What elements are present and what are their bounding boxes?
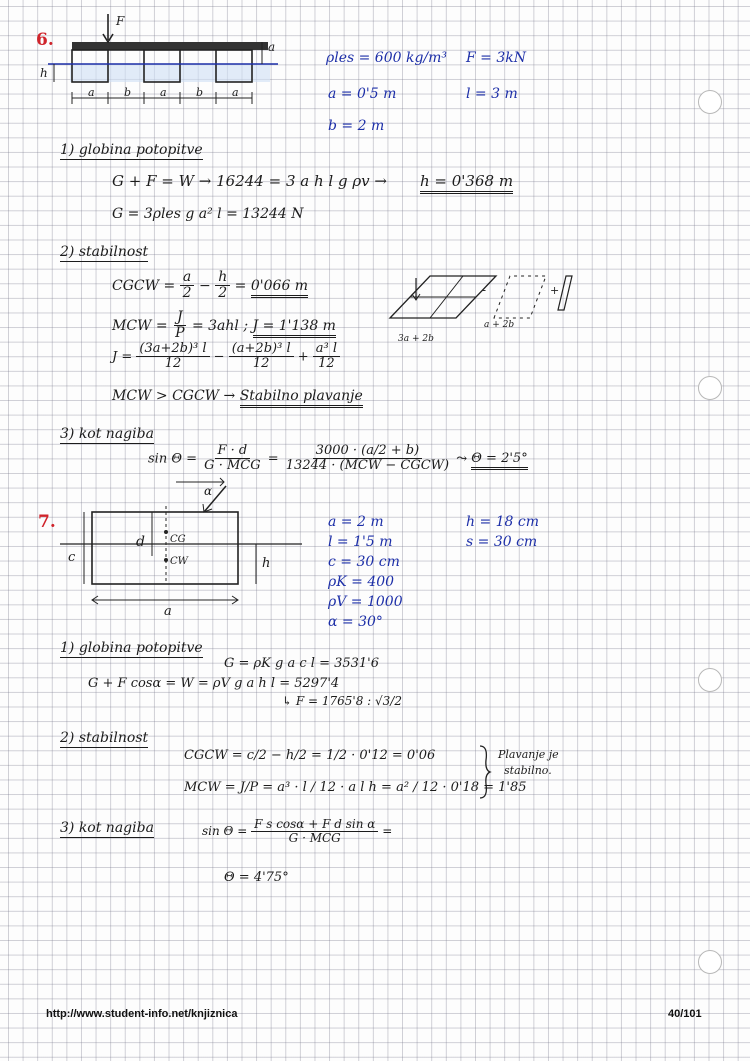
p6-weight-equation: G = 3ρles g a² l = 13244 N [112,206,304,222]
tilt-result: Θ = 2'5° [471,451,527,470]
brace [478,744,492,800]
cgcw-result: 0'066 m [251,278,308,298]
p7-mcw-equation: MCW = J/P = a³ · l / 12 · a l h = a² / 12 · 0'18 = 1'85 [184,780,527,795]
label-a: a [164,604,172,619]
label-alpha: α [204,484,213,498]
p6-mcw-row: MCW = $\frac{J}{P}$ = 3ahl ; J = 1'138 m [112,309,336,342]
svg-text:+: + [550,284,560,297]
stability-note: stabilno. [504,764,552,777]
problem-7-pontoon-diagram [56,476,306,616]
binder-hole [698,376,722,400]
p6-step3-heading: 3) kot nagiba [60,426,154,442]
p7-step2-heading: 2) stabilnost [60,730,149,746]
given-s: s = 30 cm [466,534,538,550]
mcw-result: J = 1'138 m [253,318,336,338]
binder-hole [698,950,722,974]
footer-url[interactable]: http://www.student-info.net/knjiznica [46,1008,238,1020]
dim-bottom-label: a [88,86,95,99]
cgcw-lhs: CGCW = [112,277,176,294]
given-c: c = 30 cm [328,554,400,570]
p6-step1-equation: G + F = W → 16244 = 3 a h l g ρv → [112,172,387,190]
given-rho-k: ρK = 400 [328,574,395,590]
p7-balance-equation: G + F cosα = W = ρV g a h l = 5297'4 [88,676,340,691]
p7-tilt-equation: sin Θ = $\frac{\text{F s cosα + F d sin α}}{\text{G · MCG}}$ = [202,817,393,846]
label-h: h [262,556,271,571]
problem-6-number: 6. [36,30,54,50]
given-a: a = 0'5 m [328,86,397,102]
dim-h-label: h [40,66,48,80]
given-alpha: α = 30° [328,614,383,630]
dim-bottom-label: a [160,86,167,99]
sketch-label: 3a + 2b [398,334,434,344]
given-a: a = 2 m [328,514,384,530]
fraction: $\frac{h}{2}$ [215,270,230,302]
p6-cgcw-row: CGCW = $\frac{a}{2}$ − $\frac{h}{2}$ = 0'066 m [112,269,309,302]
given-b: b = 2 m [328,118,385,134]
binder-hole [698,90,722,114]
sketch-label: a + 2b [484,320,515,330]
fraction: $\frac{\text{(3a+2b)³ l}}{12}$ [136,342,209,372]
p7-tilt-result: Θ = 4'75° [224,870,289,885]
p6-moment-of-inertia-row: J = $\frac{\text{(3a+2b)³ l}}{12}$ − $\frac{\text{(a+2b)³ l}}{12}$ + $\frac{\text{a³ l}}{12}$ [112,342,340,372]
p7-force-result: ↳ F = 1765'8 : √3/2 [282,694,402,708]
p7-weight-equation: G = ρK g a c l = 3531'6 [224,656,380,671]
p7-step1-heading: 1) globina potopitve [60,640,203,656]
p6-stability-compare: MCW > CGCW → Stabilno plavanje [112,388,363,404]
given-rho-v: ρV = 1000 [328,594,403,610]
p6-tilt-equation: sin Θ = $\frac{F \cdot d}{\text{G · MCG}}$ = $\frac{3000 \cdot (a/2 + b)}{\text{13244 · (MCW − CGCW)}}$ ⤳ Θ = 2'5° [148,443,528,474]
binder-hole [698,668,722,692]
dim-bottom-label: a [232,86,239,99]
problem-6-float-diagram [40,12,300,112]
given-l: l = 3 m [466,86,518,102]
fraction: $\frac{\text{F s cosα + F d sin α}}{\text{G · MCG}}$ [251,818,378,845]
label-d: d [136,534,145,550]
fraction: $\frac{J}{P}$ [175,309,185,342]
p6-depth-result: h = 0'368 m [420,172,513,194]
fraction: $\frac{a}{2}$ [180,270,195,302]
page-number: 40/101 [668,1008,702,1020]
given-rho: ρles = 600 kg/m³ [326,50,448,66]
label-cw: CW [170,556,188,567]
fraction: $\frac{F \cdot d}{\text{G · MCG}}$ [204,443,261,474]
mcw-lhs: MCW = [112,317,168,334]
given-F: F = 3kN [466,50,526,66]
p6-step1-heading: 1) globina potopitve [60,142,203,158]
stability-note: Plavanje je [498,748,559,761]
p7-step3-heading: 3) kot nagiba [60,820,154,836]
stability-conclusion: Stabilno plavanje [240,388,363,408]
svg-text:-: - [482,283,487,297]
dim-bottom-label: b [196,86,204,99]
problem-7-number: 7. [38,512,56,532]
fraction: $\frac{\text{a³ l}}{12}$ [313,342,340,372]
dim-a-label: a [268,40,276,54]
dim-bottom-label: b [124,86,132,99]
label-cg: CG [170,534,186,545]
p7-cgcw-equation: CGCW = c/2 − h/2 = 1/2 · 0'12 = 0'06 [184,748,436,763]
force-label: F [116,14,125,28]
given-l: l = 1'5 m [328,534,393,550]
label-c: c [68,550,76,565]
given-h: h = 18 cm [466,514,540,530]
fraction: $\frac{3000 \cdot (a/2 + b)}{\text{13244 · (MCW − CGCW)}}$ [285,443,450,474]
fraction: $\frac{\text{(a+2b)³ l}}{12}$ [229,342,294,372]
p6-step2-heading: 2) stabilnost [60,244,149,260]
